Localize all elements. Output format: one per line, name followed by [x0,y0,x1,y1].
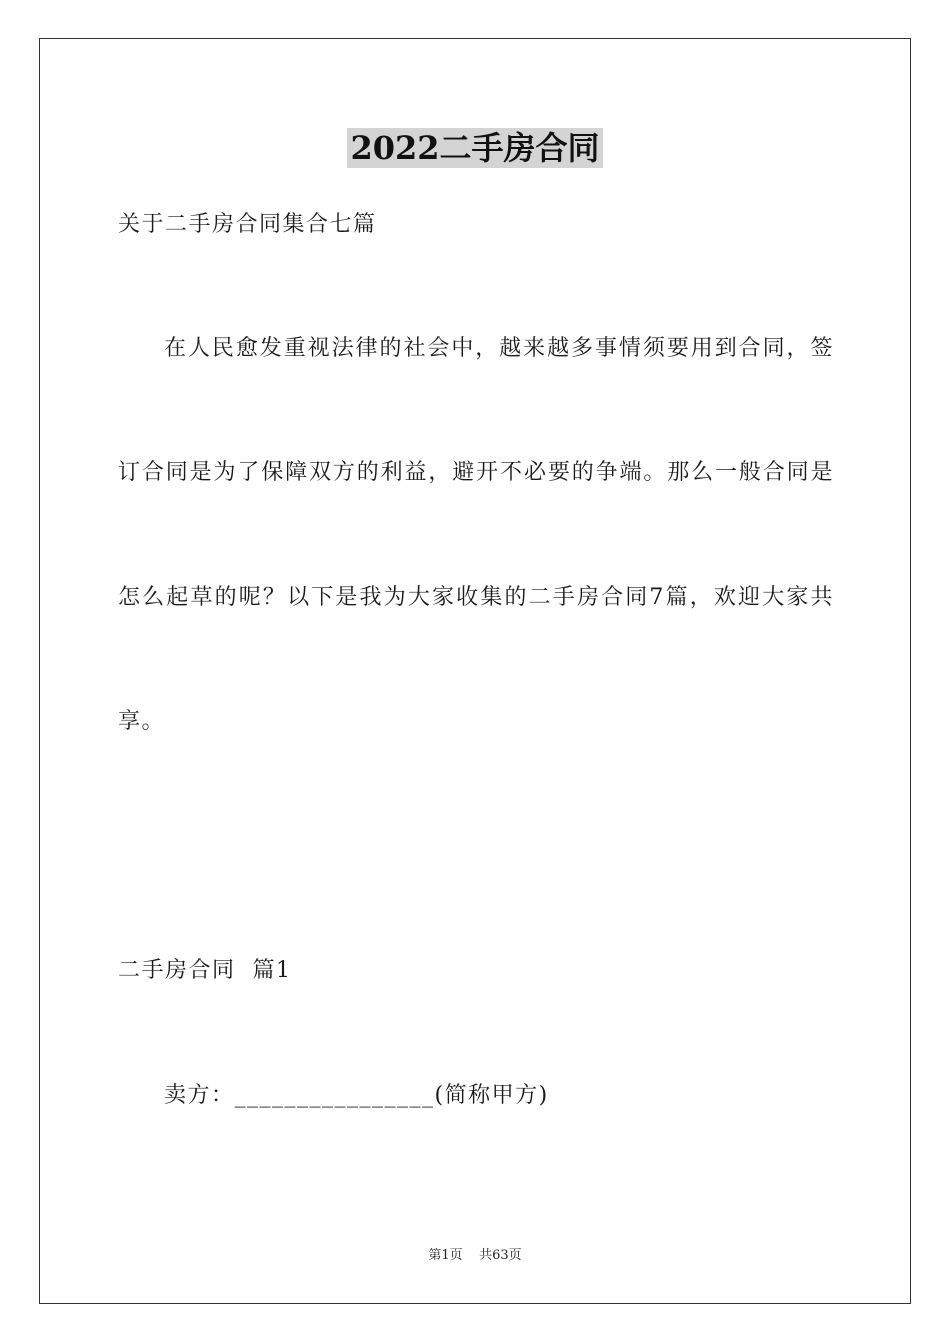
document-title: 2022二手房合同 [347,128,602,168]
intro-paragraph-line-2: 订合同是为了保障双方的利益，避开不必要的争端。那么一般合同是 [118,460,834,485]
page-total: 共63页 [479,1248,522,1263]
title-container [0,128,950,168]
intro-paragraph-line-3: 怎么起草的呢？以下是我为大家收集的二手房合同7篇，欢迎大家共 [118,585,834,610]
section-heading: 二手房合同 篇1 [118,958,292,983]
seller-line: 卖方：________________(简称甲方) [164,1083,549,1108]
intro-paragraph-line-1: 在人民愈发重视法律的社会中，越来越多事情须要用到合同，签 [164,336,834,361]
page-footer [0,1247,950,1265]
intro-paragraph-line-4: 享。 [118,709,166,734]
document-subtitle: 关于二手房合同集合七篇 [118,212,377,237]
page-number: 第1页 [428,1248,463,1263]
